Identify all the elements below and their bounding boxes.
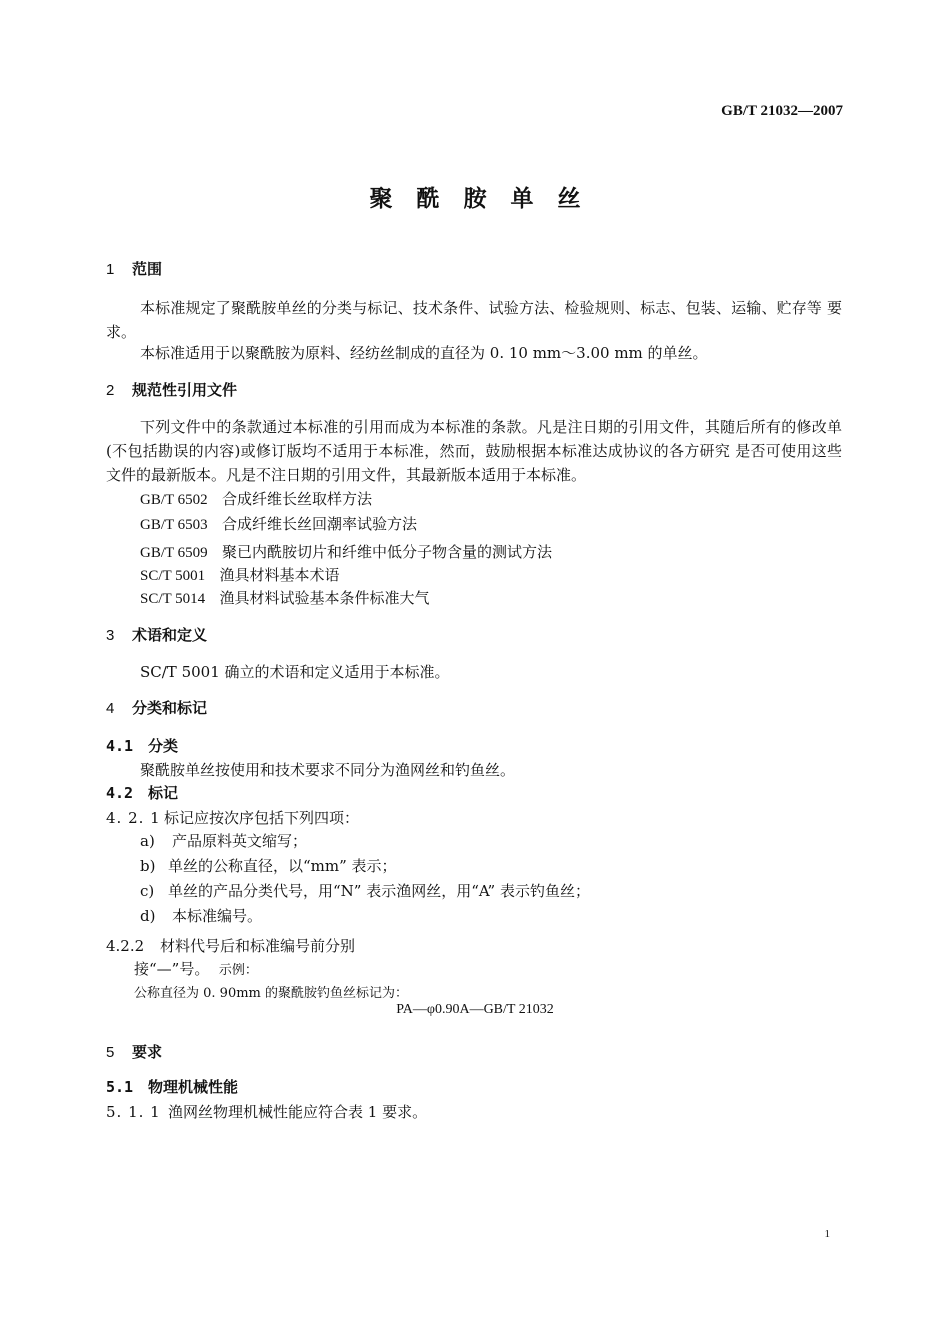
section-title: 分类	[148, 737, 179, 755]
reference-item	[140, 513, 417, 534]
list-label: c)	[140, 882, 155, 900]
section-3-heading	[106, 624, 207, 645]
clause-number: 4. 2. 1	[106, 809, 161, 827]
reference-name: 聚已内酰胺切片和纤维中低分子物含量的测试方法	[221, 543, 552, 561]
section-number: 4.1	[106, 737, 134, 755]
clause-4-2-2-continued	[134, 958, 258, 979]
list-text: 单丝的产品分类代号，用“N” 表示渔网丝，用“A” 表示钓鱼丝；	[168, 882, 590, 900]
reference-item	[140, 587, 429, 608]
clause-text-continued: 接“—”号。	[134, 960, 210, 978]
section-number: 4.2	[106, 784, 134, 802]
reference-item	[140, 488, 372, 509]
section-2-heading	[106, 379, 237, 400]
section-title: 规范性引用文件	[132, 381, 238, 399]
section-3-paragraph: SC/T 5001 确立的术语和定义适用于本标准。	[140, 663, 450, 681]
list-text: 本标准编号。	[172, 907, 263, 925]
section-4-heading	[106, 697, 207, 718]
example-label: 示例：	[218, 963, 258, 978]
document-title: 聚酰胺单丝	[369, 186, 605, 212]
list-label: d)	[140, 907, 156, 925]
reference-code: SC/T 5014	[140, 591, 206, 607]
section-5-heading	[106, 1041, 162, 1062]
clause-number: 4.2.2	[106, 937, 145, 955]
section-number: 2	[106, 382, 115, 399]
section-number: 5.1	[106, 1078, 134, 1096]
section-title: 范围	[132, 260, 163, 278]
list-label: b)	[140, 857, 156, 875]
list-text: 单丝的公称直径，以“mm” 表示；	[168, 857, 397, 875]
list-item	[140, 880, 590, 901]
clause-5-1-1	[106, 1101, 427, 1122]
reference-name: 合成纤维长丝取样方法	[221, 490, 372, 508]
section-number: 5	[106, 1044, 115, 1061]
reference-name: 合成纤维长丝回潮率试验方法	[221, 515, 417, 533]
page-number: 1	[824, 1228, 830, 1240]
reference-code: GB/T 6509	[140, 545, 208, 561]
reference-code: GB/T 6502	[140, 492, 208, 508]
section-title: 物理机械性能	[148, 1078, 239, 1096]
clause-4-2-2	[106, 935, 355, 956]
reference-code: GB/T 6503	[140, 517, 208, 533]
standard-number: GB/T 21032—2007	[721, 103, 843, 119]
clause-text: 材料代号后和标准编号前分别	[160, 937, 356, 955]
clause-number: 5. 1. 1	[106, 1103, 161, 1121]
clause-text: 标记应按次序包括下列四项：	[164, 809, 360, 827]
list-item	[140, 830, 307, 851]
section-1-paragraph-1: 本标准规定了聚酰胺单丝的分类与标记、技术条件、试验方法、检验规则、标志、包装、运输、贮存等 要求。	[106, 299, 842, 341]
section-number: 4	[106, 700, 115, 717]
section-2-paragraph: 下列文件中的条款通过本标准的引用而成为本标准的条款。凡是注日期的引用文件，其随后所有的修改单(不包括勘误的内容)或修订版均不适用于本标准，然而，鼓励根据本标准达成协议的各方研究 是否可使用这些文件的最新版本。凡是不注日期的引用文件，其最新版本适用于本标准。	[106, 418, 842, 484]
reference-name: 渔具材料试验基本条件标准大气	[219, 589, 430, 607]
clause-text: 渔网丝物理机械性能应符合表 1 要求。	[168, 1103, 428, 1121]
list-item	[140, 855, 397, 876]
reference-name: 渔具材料基本术语	[219, 566, 340, 584]
section-1-heading	[106, 258, 162, 279]
section-1-paragraph-2: 本标准适用于以聚酰胺为原料、经纺丝制成的直径为 0. 10 mm～3.00 mm 的单丝。	[140, 344, 708, 362]
reference-code: SC/T 5001	[140, 568, 206, 584]
reference-item	[140, 564, 339, 585]
example-description: 公称直径为 0. 90mm 的聚酰胺钓鱼丝标记为：	[134, 986, 408, 1001]
section-5-1-heading	[106, 1076, 238, 1097]
section-4-1-heading	[106, 735, 178, 756]
section-title: 分类和标记	[132, 699, 208, 717]
example-formula: PA—φ0.90A—GB/T 21032	[396, 1002, 554, 1017]
section-number: 3	[106, 627, 115, 644]
section-title: 要求	[132, 1043, 163, 1061]
section-title: 标记	[148, 784, 179, 802]
section-title: 术语和定义	[132, 626, 208, 644]
list-item	[140, 905, 262, 926]
list-text: 产品原料英文缩写；	[172, 832, 308, 850]
section-4-1-paragraph: 聚酰胺单丝按使用和技术要求不同分为渔网丝和钓鱼丝。	[140, 761, 516, 779]
section-4-2-heading	[106, 782, 178, 803]
reference-item	[140, 541, 552, 562]
list-label: a)	[140, 832, 155, 850]
clause-4-2-1	[106, 807, 359, 828]
section-number: 1	[106, 261, 115, 278]
